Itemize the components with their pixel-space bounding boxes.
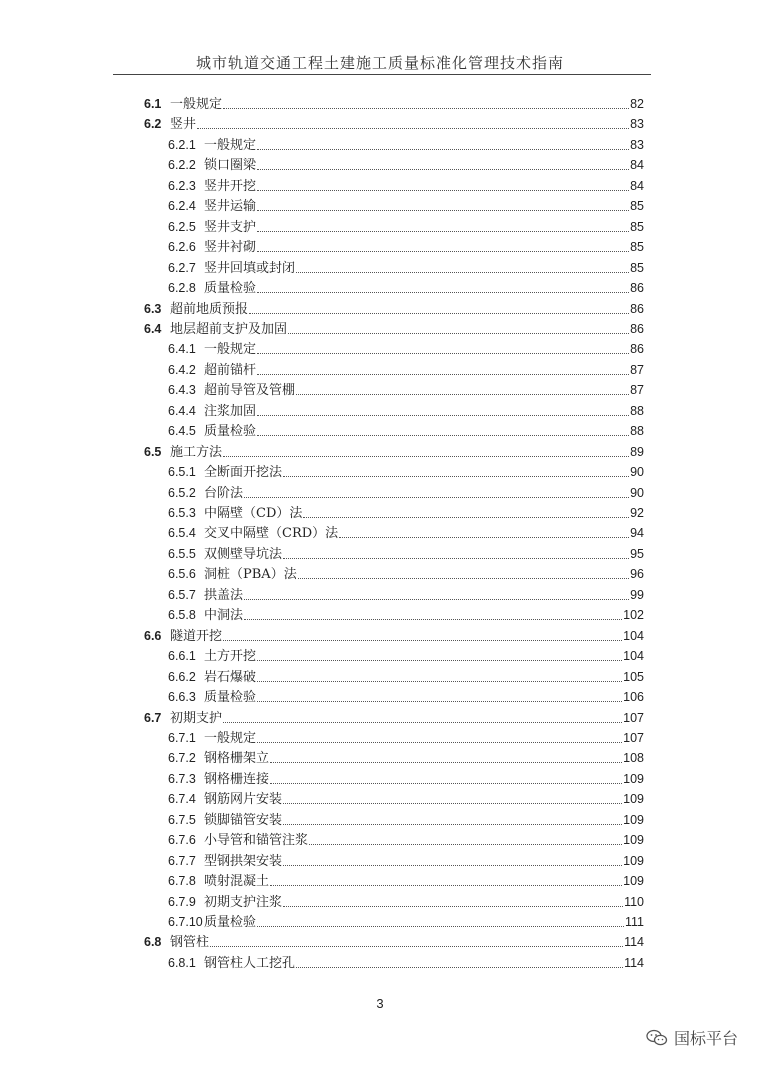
toc-entry-title: 质量检验 bbox=[204, 690, 257, 706]
toc-entry bbox=[168, 276, 644, 296]
toc-leader bbox=[223, 640, 622, 641]
toc-leader bbox=[244, 619, 622, 620]
toc-entry-number: 6.7.9 bbox=[168, 894, 196, 909]
toc-entry-title: 钢格栅连接 bbox=[204, 771, 270, 787]
toc-entry-number: 6.2.6 bbox=[168, 240, 196, 255]
toc-entry-title: 竖井 bbox=[170, 117, 197, 133]
toc-entry bbox=[168, 849, 644, 869]
toc-leader bbox=[296, 272, 629, 273]
toc-entry-page: 96 bbox=[630, 567, 644, 582]
toc-entry-number: 6.2.4 bbox=[168, 199, 196, 214]
toc-entry-number: 6.2.5 bbox=[168, 219, 196, 234]
toc-entry-page: 86 bbox=[630, 301, 644, 316]
toc-entry-title: 全断面开挖法 bbox=[204, 465, 283, 481]
wechat-icon bbox=[646, 1029, 668, 1047]
toc-entry-number: 6.7.4 bbox=[168, 792, 196, 807]
toc-entry-title: 质量检验 bbox=[204, 424, 257, 440]
toc-entry-number: 6.5.3 bbox=[168, 506, 196, 520]
toc-leader bbox=[283, 558, 629, 559]
toc-entry-title: 施工方法 bbox=[170, 444, 223, 460]
toc-entry-page: 84 bbox=[630, 158, 644, 173]
toc-leader bbox=[223, 456, 629, 457]
toc-entry-number: 6.7.10 bbox=[168, 915, 203, 929]
toc-entry-title: 质量检验 bbox=[204, 915, 257, 930]
toc-entry-title: 竖井运输 bbox=[204, 199, 257, 215]
toc-entry-title: 超前锚杆 bbox=[204, 362, 257, 378]
toc-entry-title: 超前导管及管棚 bbox=[204, 383, 296, 399]
toc-leader bbox=[283, 865, 622, 866]
toc-entry-page: 85 bbox=[630, 199, 644, 214]
toc-entry-page: 107 bbox=[623, 710, 644, 725]
toc-entry-title: 喷射混凝土 bbox=[204, 874, 270, 890]
toc-entry-number: 6.2.8 bbox=[168, 281, 196, 296]
toc-entry bbox=[144, 92, 644, 112]
toc-entry-page: 99 bbox=[630, 587, 644, 602]
toc-entry-page: 104 bbox=[623, 628, 644, 643]
toc-entry bbox=[144, 317, 644, 337]
toc-leader bbox=[257, 374, 629, 375]
toc-entry-number: 6.7.6 bbox=[168, 833, 196, 848]
toc-entry-title: 钢管柱 bbox=[170, 935, 210, 951]
toc-entry bbox=[168, 808, 644, 828]
toc-leader bbox=[270, 783, 622, 784]
toc-entry-title: 隧道开挖 bbox=[170, 628, 223, 644]
toc-entry bbox=[168, 481, 644, 501]
toc-leader bbox=[303, 517, 629, 518]
toc-entry bbox=[168, 194, 644, 214]
toc-entry bbox=[168, 542, 644, 562]
toc-entry bbox=[144, 706, 644, 726]
toc-entry-page: 94 bbox=[630, 526, 644, 541]
toc-entry-number: 6.7 bbox=[144, 710, 162, 725]
toc-entry-number: 6.6.2 bbox=[168, 669, 196, 684]
toc-entry-title: 一般规定 bbox=[170, 97, 223, 112]
toc-entry bbox=[168, 521, 644, 541]
toc-entry-title: 质量检验 bbox=[204, 281, 257, 297]
watermark bbox=[646, 1026, 738, 1049]
toc-entry-page: 109 bbox=[623, 874, 644, 889]
toc-entry-title: 超前地质预报 bbox=[170, 301, 249, 317]
toc-entry-number: 6.8 bbox=[144, 935, 162, 950]
toc-entry-page: 85 bbox=[630, 240, 644, 255]
toc-entry-title: 竖井回填或封闭 bbox=[204, 260, 296, 276]
toc-entry-number: 6.4.3 bbox=[168, 383, 196, 398]
toc-leader bbox=[296, 394, 629, 395]
toc-entry-number: 6.7.1 bbox=[168, 730, 196, 745]
toc-leader bbox=[298, 578, 629, 579]
toc-entry bbox=[168, 644, 644, 664]
toc-entry bbox=[144, 624, 644, 644]
toc-entry-page: 86 bbox=[630, 321, 644, 336]
toc-entry-number: 6.7.5 bbox=[168, 812, 196, 827]
toc-entry-page: 86 bbox=[630, 342, 644, 357]
toc-entry-number: 6.5.2 bbox=[168, 485, 196, 500]
toc-entry-title: 双侧壁导坑法 bbox=[204, 546, 283, 562]
toc-entry bbox=[168, 153, 644, 173]
toc-entry-title: 钢筋网片安装 bbox=[204, 792, 283, 808]
toc-entry-page: 90 bbox=[630, 485, 644, 500]
toc-entry bbox=[144, 930, 644, 950]
toc-entry-page: 83 bbox=[630, 137, 644, 152]
toc-leader bbox=[257, 742, 622, 743]
toc-entry-title: 一般规定 bbox=[204, 342, 257, 358]
page-number: 3 bbox=[376, 996, 384, 1011]
toc-entry-title: 中洞法 bbox=[204, 608, 244, 624]
toc-entry-title: 拱盖法 bbox=[204, 587, 244, 603]
toc-entry bbox=[168, 358, 644, 378]
toc-entry bbox=[168, 399, 644, 419]
toc-leader bbox=[339, 537, 629, 538]
toc-entry-title: 初期支护注浆 bbox=[204, 894, 283, 910]
toc-entry bbox=[168, 256, 644, 276]
toc-entry-page: 84 bbox=[630, 178, 644, 193]
toc-entry bbox=[168, 460, 644, 480]
toc-entry bbox=[144, 440, 644, 460]
toc-leader bbox=[197, 128, 629, 129]
toc-entry-page: 95 bbox=[630, 546, 644, 561]
toc-entry-page: 88 bbox=[630, 424, 644, 439]
toc-entry-title: 一般规定 bbox=[204, 137, 257, 153]
toc-entry bbox=[168, 235, 644, 255]
toc-entry-page: 102 bbox=[623, 608, 644, 623]
toc-entry bbox=[168, 583, 644, 603]
toc-entry-number: 6.2.2 bbox=[168, 158, 196, 173]
toc-entry-page: 107 bbox=[623, 730, 644, 745]
toc-entry-title: 竖井衬砌 bbox=[204, 240, 257, 256]
toc-leader bbox=[309, 844, 622, 845]
toc-entry bbox=[168, 501, 644, 521]
toc-entry-title: 台阶法 bbox=[204, 485, 244, 501]
toc-entry-page: 85 bbox=[630, 219, 644, 234]
toc-entry-page: 88 bbox=[630, 403, 644, 418]
toc-entry-page: 109 bbox=[623, 853, 644, 868]
toc-entry bbox=[168, 890, 644, 910]
toc-entry-page: 109 bbox=[623, 792, 644, 807]
toc-leader bbox=[270, 885, 622, 886]
toc-entry bbox=[144, 112, 644, 132]
toc-entry-page: 82 bbox=[630, 97, 644, 111]
toc-entry-title: 型钢拱架安装 bbox=[204, 853, 283, 869]
toc-entry bbox=[168, 726, 644, 746]
toc-leader bbox=[257, 660, 622, 661]
toc-entry-title: 地层超前支护及加固 bbox=[170, 321, 288, 337]
toc-entry-title: 小导管和锚管注浆 bbox=[204, 833, 309, 849]
watermark-text: 国标平台 bbox=[673, 1029, 738, 1048]
toc-entry-page: 90 bbox=[630, 465, 644, 480]
toc-entry-title: 锁口圈梁 bbox=[204, 158, 257, 174]
toc-entry-number: 6.4.4 bbox=[168, 403, 196, 418]
toc-entry bbox=[168, 174, 644, 194]
toc-entry-page: 109 bbox=[623, 833, 644, 848]
toc-entry-title: 竖井支护 bbox=[204, 219, 257, 235]
toc-leader bbox=[257, 701, 622, 702]
toc-entry-number: 6.6.1 bbox=[168, 649, 196, 664]
toc-entry-title: 交叉中隔壁（CRD）法 bbox=[204, 526, 339, 542]
toc-entry-page: 109 bbox=[623, 812, 644, 827]
toc-leader bbox=[257, 435, 629, 436]
header-rule bbox=[113, 74, 651, 75]
toc-entry bbox=[168, 215, 644, 235]
toc-entry-number: 6.7.8 bbox=[168, 874, 196, 889]
toc-entry-page: 114 bbox=[624, 935, 644, 950]
toc-entry-page: 106 bbox=[623, 690, 644, 705]
toc-entry-number: 6.8.1 bbox=[168, 955, 196, 970]
toc-entry-number: 6.2.3 bbox=[168, 178, 196, 193]
toc-entry-number: 6.2.7 bbox=[168, 260, 196, 275]
toc-leader bbox=[244, 497, 629, 498]
toc-entry-title: 锁脚锚管安装 bbox=[204, 812, 283, 828]
toc-leader bbox=[257, 231, 629, 232]
toc-leader bbox=[257, 251, 629, 252]
toc-entry-number: 6.4 bbox=[144, 321, 162, 336]
toc-entry-page: 92 bbox=[630, 506, 644, 520]
toc-leader bbox=[283, 906, 623, 907]
toc-leader bbox=[257, 292, 629, 293]
toc-entry-number: 6.3 bbox=[144, 301, 162, 316]
toc-entry-number: 6.6 bbox=[144, 628, 162, 643]
toc-entry-number: 6.5.4 bbox=[168, 526, 196, 541]
toc-leader bbox=[257, 681, 622, 682]
toc-entry bbox=[168, 419, 644, 439]
toc-entry-title: 一般规定 bbox=[204, 730, 257, 746]
toc-leader bbox=[257, 415, 629, 416]
toc-entry-title: 土方开挖 bbox=[204, 649, 257, 665]
toc-entry bbox=[144, 297, 644, 317]
toc-entry bbox=[168, 337, 644, 357]
toc-entry-number: 6.6.3 bbox=[168, 690, 196, 705]
toc-entry-number: 6.7.2 bbox=[168, 751, 196, 766]
toc-entry-page: 104 bbox=[623, 649, 644, 664]
toc-leader bbox=[283, 476, 629, 477]
toc-leader bbox=[223, 108, 629, 109]
toc-entry-number: 6.5.8 bbox=[168, 608, 196, 623]
toc-entry-page: 109 bbox=[623, 771, 644, 786]
toc-entry bbox=[168, 828, 644, 848]
toc-entry bbox=[168, 133, 644, 153]
toc-entry-title: 钢管柱人工挖孔 bbox=[204, 955, 296, 971]
toc-entry-page: 108 bbox=[623, 751, 644, 766]
toc-entry bbox=[168, 869, 644, 889]
toc-entry-number: 6.1 bbox=[144, 97, 162, 111]
toc-entry-number: 6.2.1 bbox=[168, 137, 196, 152]
toc-entry-title: 注浆加固 bbox=[204, 403, 257, 419]
toc-entry bbox=[168, 767, 644, 787]
toc-entry-number: 6.5 bbox=[144, 444, 162, 459]
toc-entry bbox=[168, 910, 644, 930]
toc-entry-number: 6.4.1 bbox=[168, 342, 196, 357]
toc-entry-title: 岩石爆破 bbox=[204, 669, 257, 685]
toc-leader bbox=[283, 803, 622, 804]
toc-entry-title: 竖井开挖 bbox=[204, 178, 257, 194]
toc-entry-title: 初期支护 bbox=[170, 710, 223, 726]
toc-entry-number: 6.5.7 bbox=[168, 587, 196, 602]
toc-entry-title: 中隔壁（CD）法 bbox=[204, 506, 303, 521]
toc-entry-number: 6.7.3 bbox=[168, 771, 196, 786]
toc-leader bbox=[257, 210, 629, 211]
toc-leader bbox=[210, 946, 623, 947]
toc-entry-page: 110 bbox=[624, 894, 644, 909]
toc-leader bbox=[257, 149, 629, 150]
toc-entry bbox=[168, 562, 644, 582]
toc-entry-page: 111 bbox=[624, 915, 644, 929]
toc-leader bbox=[257, 169, 629, 170]
toc-entry-page: 87 bbox=[630, 383, 644, 398]
toc-entry-number: 6.7.7 bbox=[168, 853, 196, 868]
toc-entry-number: 6.5.5 bbox=[168, 546, 196, 561]
toc-leader bbox=[244, 599, 629, 600]
toc-entry bbox=[168, 378, 644, 398]
toc-entry-number: 6.4.2 bbox=[168, 362, 196, 377]
toc-entry-title: 钢格栅架立 bbox=[204, 751, 270, 767]
toc-entry bbox=[168, 665, 644, 685]
toc-entry bbox=[168, 787, 644, 807]
toc-leader bbox=[223, 722, 622, 723]
toc-leader bbox=[296, 967, 623, 968]
toc-entry-page: 85 bbox=[630, 260, 644, 275]
toc-entry bbox=[168, 951, 644, 971]
running-header-title: 城市轨道交通工程土建施工质量标准化管理技术指南 bbox=[195, 54, 564, 72]
toc-entry-page: 83 bbox=[630, 117, 644, 132]
toc-leader bbox=[257, 353, 629, 354]
toc-entry-title: 洞桩（PBA）法 bbox=[204, 567, 297, 583]
toc-leader bbox=[288, 333, 629, 334]
toc-entry-page: 89 bbox=[630, 444, 644, 459]
toc-entry-number: 6.2 bbox=[144, 117, 162, 132]
toc-entry bbox=[168, 685, 644, 705]
toc-leader bbox=[249, 313, 629, 314]
toc-entry-number: 6.5.6 bbox=[168, 567, 196, 582]
toc-entry-number: 6.4.5 bbox=[168, 424, 196, 439]
toc-entry-page: 86 bbox=[630, 281, 644, 296]
toc-entry bbox=[168, 746, 644, 766]
toc-leader bbox=[257, 190, 629, 191]
toc-entry-page: 87 bbox=[630, 362, 644, 377]
toc-entry-number: 6.5.1 bbox=[168, 465, 196, 480]
toc-entry-page: 105 bbox=[623, 669, 644, 684]
toc-entry bbox=[168, 603, 644, 623]
toc-leader bbox=[270, 762, 622, 763]
toc-leader bbox=[283, 824, 622, 825]
toc-entry-page: 114 bbox=[624, 955, 644, 970]
toc-leader bbox=[257, 926, 624, 927]
